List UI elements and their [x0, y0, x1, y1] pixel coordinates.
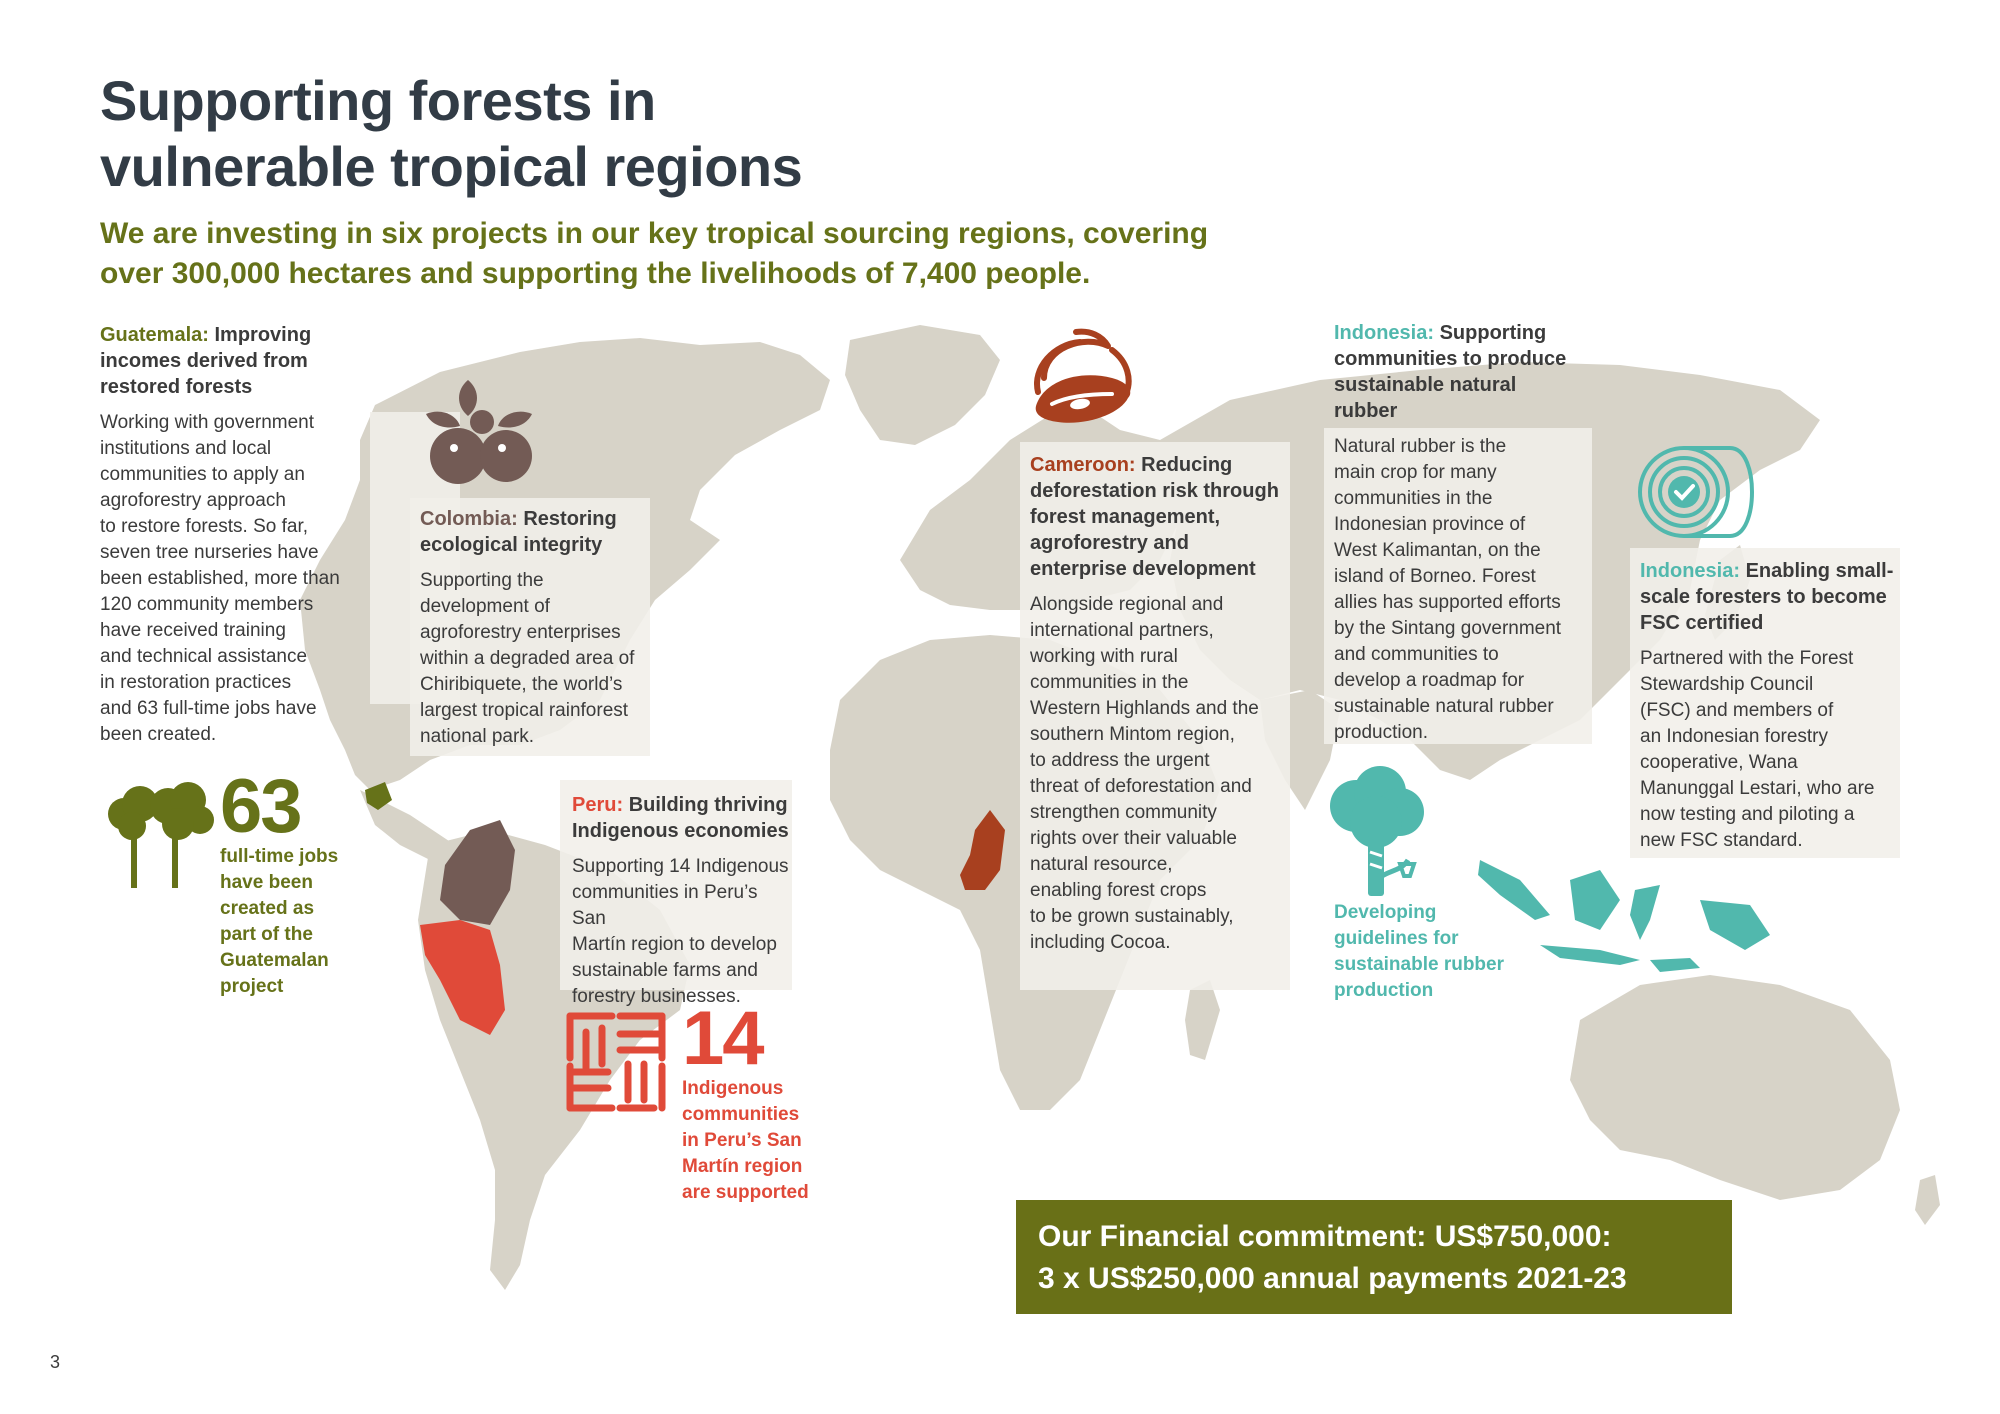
body-line: Indonesian province of [1334, 514, 1526, 535]
peru-title: Building thriving Indigenous economies [572, 794, 789, 842]
body-line: been created. [100, 724, 217, 745]
stat-line: in Peru’s San [682, 1130, 802, 1151]
indonesia-rubber-country: Indonesia: [1334, 322, 1435, 344]
cameroon-body [1030, 592, 1290, 956]
body-line: develop a roadmap for [1334, 670, 1525, 691]
page-subtitle [100, 214, 1208, 294]
stat-line: sustainable rubber [1334, 954, 1504, 975]
indonesia-fsc-section [1640, 558, 1898, 854]
guatemala-country: Guatemala: [100, 324, 209, 346]
body-line: Western Highlands and the [1030, 698, 1259, 719]
guatemala-heading [100, 322, 360, 400]
madagascar-landmass [1185, 980, 1220, 1060]
cameroon-title: Reducing deforestation risk through forest management, agroforestry and enterprise development [1030, 454, 1279, 580]
body-line: 120 community members [100, 594, 314, 615]
stat-line: Martín region [682, 1156, 803, 1177]
body-line: seven tree nurseries have [100, 542, 319, 563]
stat-line: production [1334, 980, 1434, 1001]
indonesia-rubber-title: Supporting communities to produce sustainable natural rubber [1334, 322, 1567, 422]
body-line: sustainable farms and [572, 960, 758, 981]
indonesia-rubber-section [1334, 320, 1584, 746]
stat-line: part of the [220, 924, 313, 945]
cameroon-heading [1030, 452, 1290, 582]
new-zealand-landmass [1915, 1175, 1940, 1225]
body-line: in restoration practices [100, 672, 292, 693]
body-line: main crop for many [1334, 462, 1497, 483]
trees-icon [102, 776, 218, 890]
body-line: West Kalimantan, on the [1334, 540, 1541, 561]
peru-stat-text [682, 1076, 809, 1206]
greenland-landmass [845, 325, 1000, 445]
colombia-heading [420, 506, 650, 558]
stat-line: project [220, 976, 284, 997]
indonesia-fsc-title: Enabling small-scale foresters to become FSC certified [1640, 560, 1894, 634]
body-line: Working with government [100, 412, 315, 433]
page-number: 3 [50, 1352, 61, 1372]
body-line: development of [420, 596, 550, 617]
body-line: Natural rubber is the [1334, 436, 1507, 457]
page-title [100, 68, 802, 200]
subtitle-line-1: We are investing in six projects in our key tropical sourcing regions, covering [100, 217, 1209, 250]
body-line: and 63 full-time jobs have [100, 698, 317, 719]
body-line: Supporting the [420, 570, 544, 591]
body-line: agroforestry enterprises [420, 622, 621, 643]
body-line: Manunggal Lestari, who are [1640, 778, 1875, 799]
peru-body [572, 854, 792, 1010]
body-line: to be grown sustainably, [1030, 906, 1234, 927]
indonesia-rubber-heading [1334, 320, 1584, 424]
body-line: communities in the [1334, 488, 1493, 509]
body-line: agroforestry approach [100, 490, 286, 511]
indonesia-rubber-stat-text [1334, 900, 1504, 1004]
cocoa-pod-icon [1024, 322, 1140, 432]
guatemala-section [100, 322, 360, 748]
commitment-line-2: 3 x US$250,000 annual payments 2021-23 [1038, 1262, 1627, 1295]
body-line: island of Borneo. Forest [1334, 566, 1536, 587]
title-line-1: Supporting forests in [100, 69, 656, 132]
body-line: communities in Peru’s San [572, 882, 758, 929]
body-line: international partners, [1030, 620, 1214, 641]
body-line: Chiribiquete, the world’s [420, 674, 623, 695]
stat-line: created as [220, 898, 315, 919]
body-line: production. [1334, 722, 1429, 743]
body-line: strengthen community [1030, 802, 1217, 823]
peru-heading [572, 792, 792, 844]
body-line: new FSC standard. [1640, 830, 1803, 851]
body-line: and technical assistance [100, 646, 308, 667]
stat-line: are supported [682, 1182, 809, 1203]
indonesia-fsc-body [1640, 646, 1898, 854]
body-line: institutions and local [100, 438, 272, 459]
berries-icon [420, 376, 540, 488]
body-line: within a degraded area of [420, 648, 635, 669]
certified-log-icon [1634, 442, 1754, 542]
commitment-line-1: Our Financial commitment: US$750,000: [1038, 1220, 1612, 1253]
indonesia-fsc-country: Indonesia: [1640, 560, 1741, 582]
body-line: communities to apply an [100, 464, 305, 485]
body-line: national park. [420, 726, 535, 747]
body-line: (FSC) and members of [1640, 700, 1834, 721]
peru-stat-value: 14 [682, 996, 763, 1081]
indonesia-highlight [1478, 860, 1770, 972]
body-line: communities in the [1030, 672, 1189, 693]
stat-line: Guatemalan [220, 950, 329, 971]
stat-line: guidelines for [1334, 928, 1459, 949]
body-line: including Cocoa. [1030, 932, 1171, 953]
stat-line: Developing [1334, 902, 1437, 923]
body-line: an Indonesian forestry [1640, 726, 1829, 747]
colombia-section [420, 506, 650, 750]
guatemala-stat-text [220, 844, 338, 1000]
body-line: natural resource, [1030, 854, 1173, 875]
body-line: now testing and piloting a [1640, 804, 1855, 825]
stat-line: communities [682, 1104, 800, 1125]
body-line: to address the urgent [1030, 750, 1210, 771]
body-line: threat of deforestation and [1030, 776, 1252, 797]
body-line: have received training [100, 620, 286, 641]
title-line-2: vulnerable tropical regions [100, 135, 803, 198]
body-line: been established, more than [100, 568, 340, 589]
guatemala-stat-value: 63 [220, 764, 301, 849]
colombia-body [420, 568, 650, 750]
subtitle-line-2: over 300,000 hectares and supporting the livelihoods of 7,400 people. [100, 257, 1091, 290]
woven-pattern-icon [562, 1008, 670, 1116]
body-line: Partnered with the Forest [1640, 648, 1854, 669]
body-line: working with rural [1030, 646, 1178, 667]
body-line: cooperative, Wana [1640, 752, 1798, 773]
indonesia-fsc-heading [1640, 558, 1898, 636]
body-line: forestry businesses. [572, 986, 741, 1007]
peru-country: Peru: [572, 794, 624, 816]
australia-landmass [1570, 975, 1900, 1200]
body-line: allies has supported efforts [1334, 592, 1561, 613]
cameroon-country: Cameroon: [1030, 454, 1136, 476]
rubber-tree-icon [1320, 764, 1432, 898]
stat-line: have been [220, 872, 313, 893]
body-line: rights over their valuable [1030, 828, 1237, 849]
financial-commitment-box [1016, 1200, 1732, 1314]
stat-line: Indigenous [682, 1078, 784, 1099]
stat-line: full-time jobs [220, 846, 339, 867]
colombia-country: Colombia: [420, 508, 518, 530]
body-line: by the Sintang government [1334, 618, 1562, 639]
body-line: and communities to [1334, 644, 1499, 665]
body-line: southern Mintom region, [1030, 724, 1235, 745]
body-line: Supporting 14 Indigenous [572, 856, 789, 877]
peru-section [572, 792, 792, 1010]
body-line: Alongside regional and [1030, 594, 1224, 615]
guatemala-body [100, 410, 360, 748]
body-line: sustainable natural rubber [1334, 696, 1554, 717]
body-line: Stewardship Council [1640, 674, 1814, 695]
cameroon-section [1030, 452, 1290, 956]
body-line: enabling forest crops [1030, 880, 1207, 901]
body-line: largest tropical rainforest [420, 700, 629, 721]
guatemala-title: Improving incomes derived from restored forests [100, 324, 312, 398]
body-line: Martín region to develop [572, 934, 777, 955]
indonesia-rubber-body [1334, 434, 1584, 746]
body-line: to restore forests. So far, [100, 516, 309, 537]
colombia-title: Restoring ecological integrity [420, 508, 617, 556]
